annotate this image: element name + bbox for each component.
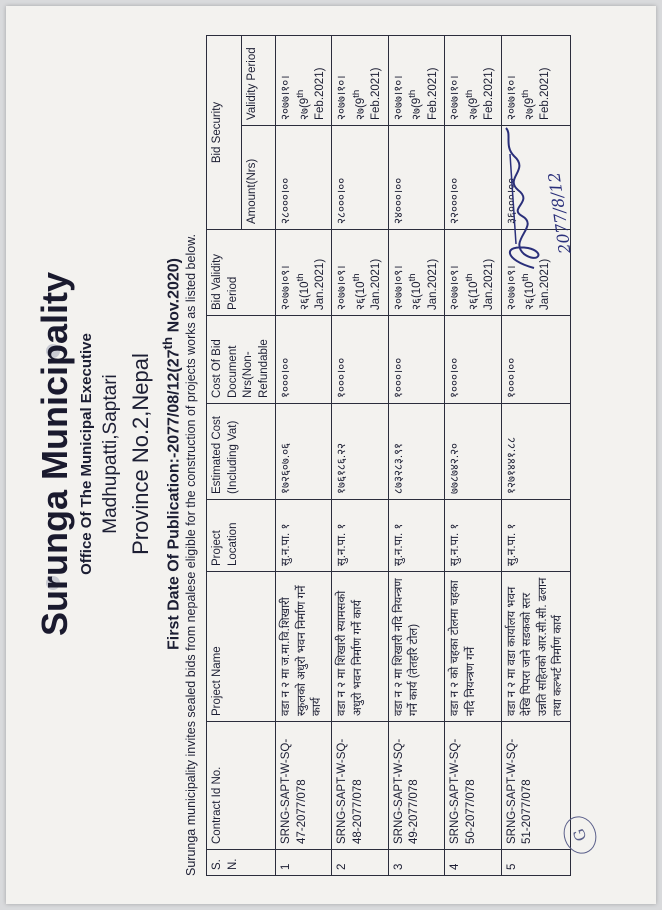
security-validity-day: २७(9 xyxy=(467,97,480,120)
bid-validity-line-1: २०७७।०९। xyxy=(336,265,349,310)
row-bid-validity xyxy=(276,230,332,316)
signature-date: 2077/8/12 xyxy=(544,171,575,255)
security-validity-sup: th xyxy=(350,89,362,98)
header-contract: Contract Id No. xyxy=(207,722,276,850)
security-validity-line-2 xyxy=(520,41,538,120)
row-sn: 5 xyxy=(501,850,570,876)
row-amount: २४०००।०० xyxy=(388,126,444,230)
row-estimated: १२७१४४१.८८ xyxy=(501,404,570,500)
row-project: वडा न २ मा शिखारी नदि नियन्त्रण गर्ने कार्य (तेतहरि टोल) xyxy=(388,572,444,722)
row-estimated: १७६१८६.२२ xyxy=(332,404,388,500)
bid-validity-day: २६(10 xyxy=(467,281,480,310)
office-name: Office Of The Municipal Executive xyxy=(78,333,95,575)
bid-validity-line-2 xyxy=(464,235,482,310)
publication-label: First Date Of Publication:-2077/08/12(27 xyxy=(165,349,183,650)
table-row xyxy=(276,35,332,875)
row-estimated: ७७८७४२.२० xyxy=(445,404,501,500)
bid-validity-line-2 xyxy=(351,235,369,310)
header-bid-validity: Bid Validity Period xyxy=(207,230,276,316)
publication-sup: th xyxy=(160,336,175,350)
security-validity-sup: th xyxy=(407,89,419,98)
security-validity-day: २७(9 xyxy=(298,97,311,120)
row-contract: SRNG-SAPT-W-SQ-51-2077/078 xyxy=(501,722,570,850)
row-project: वडा न २ मा वडा कार्यालय भवन देखि पिपरा जाने सडकको स्तर उन्नति सहितको आर.सी.सी. ढलान तथा कल्भर्ट निर्माण कार्य xyxy=(501,572,570,722)
bid-validity-line-3: Jan.2021) xyxy=(370,258,383,310)
security-validity-line-2 xyxy=(464,41,482,120)
row-security-validity xyxy=(501,35,570,125)
bid-validity-day: २६(10 xyxy=(411,281,424,310)
security-validity-sup: th xyxy=(463,89,475,98)
row-contract: SRNG-SAPT-W-SQ-48-2077/078 xyxy=(332,722,388,850)
security-validity-line-1: २०७७।१०। xyxy=(280,75,293,120)
bid-validity-sup: th xyxy=(294,273,306,282)
bid-validity-sup: th xyxy=(407,273,419,282)
header-location: Project Location xyxy=(207,500,276,572)
security-validity-line-3: Feb.2021) xyxy=(370,67,383,120)
bid-validity-line-1: २०७७।०९। xyxy=(280,265,293,310)
row-estimated: १७२६०७.०६ xyxy=(276,404,332,500)
row-bid-validity xyxy=(445,230,501,316)
row-location: सु.न.पा. १ xyxy=(388,500,444,572)
row-amount: २८०००।०० xyxy=(276,126,332,230)
row-bid-validity xyxy=(332,230,388,316)
bid-validity-day: २६(10 xyxy=(298,281,311,310)
row-project: वडा न २ मा ज.मा.वि.शिखारी स्कुलको अधुरो भवन निर्माण गर्ने कार्य xyxy=(276,572,332,722)
bid-validity-line-1: २०७७।०९। xyxy=(392,265,405,310)
table-row xyxy=(388,35,444,875)
security-validity-day: २७(9 xyxy=(411,97,424,120)
header-estimated: Estimated Cost (Including Vat) xyxy=(207,404,276,500)
security-validity-line-1: २०७७।१०। xyxy=(336,75,349,120)
security-validity-sup: th xyxy=(520,89,532,98)
row-cost-doc: १०००।०० xyxy=(276,316,332,404)
header-project: Project Name xyxy=(207,572,276,722)
security-validity-line-1: २०७७।१०। xyxy=(505,75,518,120)
intro-text: Surunga municipality invites sealed bids from nepalese eligible for the construction of projects works as listed below. xyxy=(184,234,198,876)
row-location: सु.न.पा. १ xyxy=(501,500,570,572)
row-location: सु.न.पा. १ xyxy=(445,500,501,572)
pencil-mark: G xyxy=(558,812,601,859)
bid-validity-sup: th xyxy=(350,273,362,282)
municipality-title: Surunga Municipality xyxy=(34,271,75,637)
rotated-document xyxy=(14,14,644,894)
row-cost-doc: १०००।०० xyxy=(332,316,388,404)
publication-suffix: Nov.2020) xyxy=(165,258,183,337)
bid-validity-line-3: Jan.2021) xyxy=(426,258,439,310)
security-validity-line-1: २०७७।१०। xyxy=(449,75,462,120)
header-bid-security: Bid Security xyxy=(207,35,242,229)
row-sn: 1 xyxy=(276,850,332,876)
row-sn: 4 xyxy=(445,850,501,876)
security-validity-line-3: Feb.2021) xyxy=(539,67,552,120)
security-validity-line-3: Feb.2021) xyxy=(426,67,439,120)
row-cost-doc: १०००।०० xyxy=(388,316,444,404)
security-validity-line-2 xyxy=(407,41,425,120)
row-cost-doc: १०००।०० xyxy=(445,316,501,404)
bid-validity-line-2 xyxy=(407,235,425,310)
row-security-validity xyxy=(276,35,332,125)
province: Province No.2,Nepal xyxy=(128,353,153,555)
bid-validity-line-1: २०७७।०९। xyxy=(505,265,518,310)
scanned-page xyxy=(6,6,656,904)
row-security-validity xyxy=(332,35,388,125)
row-security-validity xyxy=(388,35,444,125)
row-cost-doc: १०००।०० xyxy=(501,316,570,404)
publication-date xyxy=(160,14,183,894)
security-validity-sup: th xyxy=(294,89,306,98)
row-sn: 3 xyxy=(388,850,444,876)
security-validity-line-2 xyxy=(351,41,369,120)
row-bid-validity xyxy=(388,230,444,316)
row-sn: 2 xyxy=(332,850,388,876)
bid-validity-line-3: Jan.2021) xyxy=(483,258,496,310)
bid-validity-day: २६(10 xyxy=(354,281,367,310)
security-validity-line-3: Feb.2021) xyxy=(483,67,496,120)
security-validity-day: २७(9 xyxy=(523,97,536,120)
header-cost-doc: Cost Of Bid Document Nrs(Non-Refundable xyxy=(207,316,276,404)
security-validity-line-2 xyxy=(295,41,313,120)
row-security-validity xyxy=(445,35,501,125)
row-amount: २२०००।०० xyxy=(445,126,501,230)
table-row xyxy=(445,35,501,875)
bid-validity-sup: th xyxy=(463,273,475,282)
row-contract: SRNG-SAPT-W-SQ-49-2077/078 xyxy=(388,722,444,850)
bid-validity-line-3: Jan.2021) xyxy=(539,258,552,310)
bid-validity-line-2 xyxy=(295,235,313,310)
bid-validity-sup: th xyxy=(520,273,532,282)
signature xyxy=(494,124,575,274)
row-estimated: ८७३२८३.९१ xyxy=(388,404,444,500)
header-sn: S. N. xyxy=(207,850,276,876)
row-amount: ३६०००।०० xyxy=(501,126,570,230)
address: Madhupatti,Saptari xyxy=(100,374,121,534)
row-location: सु.न.पा. १ xyxy=(332,500,388,572)
bid-validity-line-3: Jan.2021) xyxy=(313,258,326,310)
security-validity-line-3: Feb.2021) xyxy=(313,67,326,120)
header-amount: Amount(Nrs) xyxy=(241,126,276,230)
bid-validity-line-1: २०७७।०९। xyxy=(449,265,462,310)
signature-scribble xyxy=(494,124,554,274)
security-validity-day: २७(9 xyxy=(354,97,367,120)
table-row xyxy=(332,35,388,875)
row-contract: SRNG-SAPT-W-SQ-47-2077/078 xyxy=(276,722,332,850)
header-validity: Validity Period xyxy=(241,35,276,125)
bid-validity-day: २६(10 xyxy=(523,281,536,310)
security-validity-line-1: २०७७।१०। xyxy=(392,75,405,120)
row-location: सु.न.पा. १ xyxy=(276,500,332,572)
row-amount: २८०००।०० xyxy=(332,126,388,230)
row-contract: SRNG-SAPT-W-SQ-50-2077/078 xyxy=(445,722,501,850)
row-project: वडा न २ को चहका टोलमा चहका नदि नियन्त्रण गर्ने xyxy=(445,572,501,722)
row-project: वडा न २ मा शिखारी स्यामसको अधुरो भवन निर्माण गर्ने कार्य xyxy=(332,572,388,722)
